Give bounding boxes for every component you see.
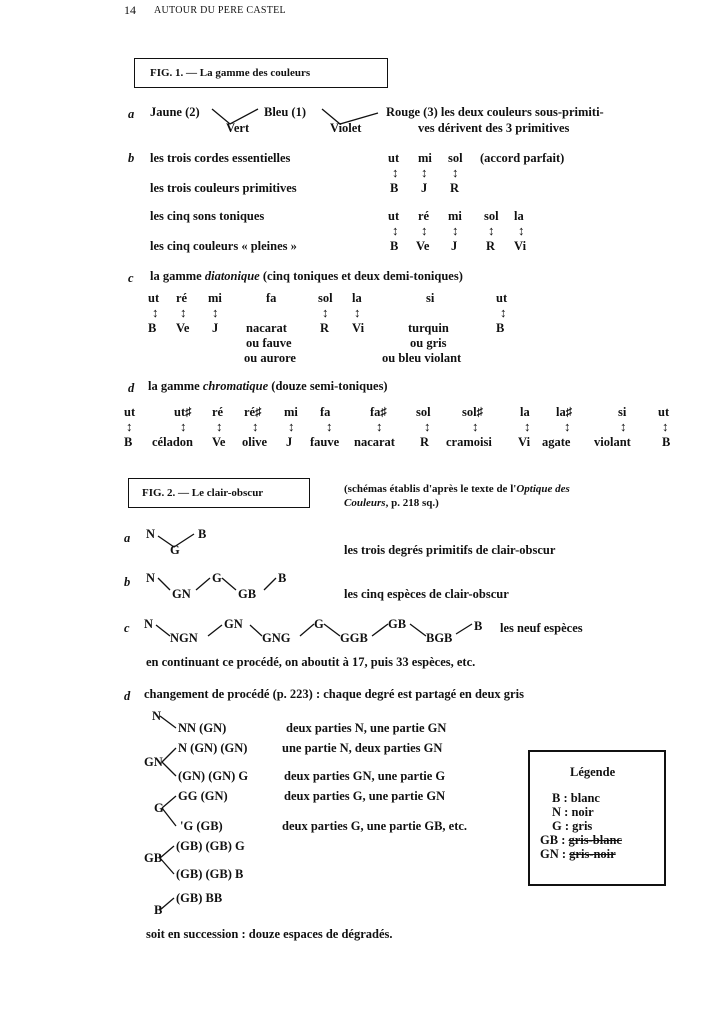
- fig1-d-color: Vi: [518, 435, 531, 449]
- fig2-c-node: GB: [388, 617, 407, 631]
- updown-arrow-icon: ↕: [326, 419, 333, 434]
- fig2-d-gn: GN: [144, 755, 163, 769]
- fig2-c-desc: les neuf espèces: [500, 621, 583, 635]
- fig1-d-color: R: [420, 435, 430, 449]
- fig1-c-fa-alt1: ou fauve: [246, 336, 292, 350]
- updown-arrow-icon: ↕: [354, 305, 361, 320]
- fig2-note-line2: Couleurs, p. 218 sq.): [344, 497, 439, 509]
- fig1-d-color: nacarat: [354, 435, 395, 449]
- fig1-d-note: ut: [658, 405, 670, 419]
- fig1-a-bleu: Bleu (1): [264, 105, 307, 119]
- fig2-d-g1: GG (GN): [178, 789, 228, 803]
- updown-arrow-icon: ↕: [126, 419, 133, 434]
- fig2-d-g2: 'G (GB): [180, 819, 223, 833]
- fig1-c-color: B: [496, 321, 505, 335]
- fig2-d-letter: d: [124, 689, 131, 703]
- fig1-c-color: turquin: [408, 321, 449, 335]
- fig1-d-note: sol: [416, 405, 431, 419]
- fig2-d-gn1-desc: une partie N, deux parties GN: [282, 741, 443, 755]
- fig1-b-row4-label: les cinq couleurs « pleines »: [150, 239, 297, 253]
- updown-arrow-icon: ↕: [216, 419, 223, 434]
- fig1-b-accord: (accord parfait): [480, 151, 565, 165]
- fig1-a-rouge-line2: ves dérivent des 3 primitives: [418, 121, 570, 135]
- fig1-d-note: ré♯: [244, 405, 262, 419]
- fig1-b-color: J: [421, 181, 428, 195]
- fig2-title: FIG. 2. — Le clair-obscur: [142, 487, 264, 499]
- updown-arrow-icon: ↕: [524, 419, 531, 434]
- fig2-d-g2-desc: deux parties G, une partie GB, etc.: [282, 819, 468, 833]
- fig2-b-node: N: [146, 571, 156, 585]
- fig2-c-node: BGB: [426, 631, 453, 645]
- fig1-b-color: J: [451, 239, 458, 253]
- fig1-d-note: sol♯: [462, 405, 483, 419]
- updown-arrow-icon: ↕: [424, 419, 431, 434]
- fig1-c-si-alt2: ou bleu violant: [382, 351, 462, 365]
- fig1-a-jaune: Jaune (2): [150, 105, 200, 119]
- fig1-b-note: ut: [388, 151, 400, 165]
- legend-item: GB : gris-blanc: [540, 833, 622, 847]
- fig1-d-color: céladon: [152, 435, 193, 449]
- fig1-d-note: mi: [284, 405, 298, 419]
- fig1-b-color: B: [390, 181, 399, 195]
- fig1-b-note: la: [514, 209, 524, 223]
- fig2-c-continuation: en continuant ce procédé, on aboutit à 17, puis 33 espèces, etc.: [146, 655, 476, 669]
- fig1-b-note: mi: [418, 151, 432, 165]
- updown-arrow-icon: ↕: [488, 223, 495, 238]
- page-number: 14: [124, 3, 136, 17]
- fig1-c-note: ut: [148, 291, 160, 305]
- fig1-c-color: nacarat: [246, 321, 287, 335]
- updown-arrow-icon: ↕: [500, 305, 507, 320]
- updown-arrow-icon: ↕: [452, 223, 459, 238]
- updown-arrow-icon: ↕: [392, 223, 399, 238]
- fig1-d-note: fa: [320, 405, 331, 419]
- fig2-d-nn: NN (GN): [178, 721, 227, 735]
- updown-arrow-icon: ↕: [564, 419, 571, 434]
- updown-arrow-icon: ↕: [252, 419, 259, 434]
- legend-item: B : blanc: [552, 791, 600, 805]
- updown-arrow-icon: ↕: [421, 223, 428, 238]
- fig2-d-n: N: [152, 709, 162, 723]
- updown-arrow-icon: ↕: [472, 419, 479, 434]
- fig1-d-note: fa♯: [370, 405, 387, 419]
- fig1-b-row2-label: les trois couleurs primitives: [150, 181, 297, 195]
- fig1-d-color: agate: [542, 435, 571, 449]
- fig1-d-color: fauve: [310, 435, 340, 449]
- fig2-c-node: GNG: [262, 631, 291, 645]
- fig1-d-color: J: [286, 435, 293, 449]
- fig1-d-label: la gamme chromatique (douze semi-toniques): [148, 379, 388, 393]
- fig1-d-color: Ve: [212, 435, 226, 449]
- legend-title: Légende: [570, 765, 616, 779]
- fig2-d-gn1: N (GN) (GN): [178, 741, 248, 755]
- fig1-b-note: ré: [418, 209, 430, 223]
- updown-arrow-icon: ↕: [620, 419, 627, 434]
- updown-arrow-icon: ↕: [322, 305, 329, 320]
- fig2-a-letter: a: [124, 531, 131, 545]
- updown-arrow-icon: ↕: [452, 165, 459, 180]
- fig2-b-node: B: [278, 571, 287, 585]
- fig1-d-note: la♯: [556, 405, 572, 419]
- fig1-d-color: olive: [242, 435, 267, 449]
- fig1-b-row3-label: les cinq sons toniques: [150, 209, 265, 223]
- fig2-a-node: G: [170, 543, 180, 557]
- fig1-c-color: B: [148, 321, 157, 335]
- fig1-c-color: J: [212, 321, 219, 335]
- fig1-c-note: fa: [266, 291, 277, 305]
- fig1-d-color: B: [124, 435, 133, 449]
- fig2-d-gb: GB: [144, 851, 163, 865]
- fig2-a-desc: les trois degrés primitifs de clair-obscur: [344, 543, 556, 557]
- updown-arrow-icon: ↕: [288, 419, 295, 434]
- fig1-d-color: B: [662, 435, 671, 449]
- fig1-c-si-alt1: ou gris: [410, 336, 447, 350]
- fig2-b-node: G: [212, 571, 222, 585]
- fig1-b-row1-label: les trois cordes essentielles: [150, 151, 291, 165]
- fig1-b-note: ut: [388, 209, 400, 223]
- fig1-a-vert: Vert: [226, 121, 250, 135]
- fig1-a-letter: a: [128, 107, 135, 121]
- legend-item: GN : gris-noir: [540, 847, 616, 861]
- fig1-b-letter: b: [128, 151, 135, 165]
- updown-arrow-icon: ↕: [180, 305, 187, 320]
- fig1-b-color: R: [486, 239, 496, 253]
- fig2-b-desc: les cinq espèces de clair-obscur: [344, 587, 509, 601]
- updown-arrow-icon: ↕: [392, 165, 399, 180]
- fig2-c-node: G: [314, 617, 324, 631]
- updown-arrow-icon: ↕: [212, 305, 219, 320]
- fig1-c-fa-alt2: ou aurore: [244, 351, 296, 365]
- fig1-b-color: Ve: [416, 239, 430, 253]
- fig2-c-letter: c: [124, 621, 130, 635]
- fig2-b-node: GB: [238, 587, 257, 601]
- legend-item: G : gris: [552, 819, 593, 833]
- legend-item: N : noir: [552, 805, 594, 819]
- fig1-b-note: mi: [448, 209, 462, 223]
- fig2-d-b: B: [154, 903, 163, 917]
- fig1-b-color: B: [390, 239, 399, 253]
- fig1-c-note: ré: [176, 291, 188, 305]
- fig1-d-letter: d: [128, 381, 135, 395]
- fig2-d-gb2: (GB) (GB) B: [176, 867, 244, 881]
- fig1-c-note: la: [352, 291, 362, 305]
- fig1-b-note: sol: [448, 151, 463, 165]
- updown-arrow-icon: ↕: [152, 305, 159, 320]
- fig1-a-violet: Violet: [330, 121, 362, 135]
- fig2-d-heading: changement de procédé (p. 223) : chaque degré est partagé en deux gris: [144, 687, 524, 701]
- fig2-d-g: G: [154, 801, 164, 815]
- fig2-b-node: GN: [172, 587, 191, 601]
- fig1-d-note: ut♯: [174, 405, 192, 419]
- fig2-c-node: GGB: [340, 631, 368, 645]
- fig1-c-note: mi: [208, 291, 222, 305]
- fig1-c-note: ut: [496, 291, 508, 305]
- fig1-c-note: sol: [318, 291, 333, 305]
- updown-arrow-icon: ↕: [421, 165, 428, 180]
- fig2-note-line1: (schémas établis d'après le texte de l'Optique des: [344, 483, 570, 495]
- updown-arrow-icon: ↕: [518, 223, 525, 238]
- running-title: AUTOUR DU PERE CASTEL: [154, 5, 286, 16]
- fig2-d-g1-desc: deux parties G, une partie GN: [284, 789, 446, 803]
- fig2-c-node: N: [144, 617, 154, 631]
- fig1-b-color: Vi: [514, 239, 527, 253]
- fig2-d-gn2-desc: deux parties GN, une partie G: [284, 769, 446, 783]
- fig2-c-node: NGN: [170, 631, 198, 645]
- fig1-d-note: la: [520, 405, 530, 419]
- fig2-c-node: GN: [224, 617, 243, 631]
- fig2-d-nn-desc: deux parties N, une partie GN: [286, 721, 447, 735]
- fig1-c-color: Vi: [352, 321, 365, 335]
- fig1-a-rouge-line1: Rouge (3) les deux couleurs sous-primiti-: [386, 105, 604, 119]
- fig2-a-node: N: [146, 527, 156, 541]
- fig1-c-color: Ve: [176, 321, 190, 335]
- fig1-c-letter: c: [128, 271, 134, 285]
- fig1-c-label: la gamme diatonique (cinq toniques et deux demi-toniques): [150, 269, 463, 283]
- fig1-c-note: si: [426, 291, 435, 305]
- fig1-d-note: ré: [212, 405, 224, 419]
- updown-arrow-icon: ↕: [376, 419, 383, 434]
- fig1-title: FIG. 1. — La gamme des couleurs: [150, 67, 311, 79]
- fig2-d-gn2: (GN) (GN) G: [178, 769, 249, 783]
- fig2-d-conclusion: soit en succession : douze espaces de dégradés.: [146, 927, 393, 941]
- updown-arrow-icon: ↕: [180, 419, 187, 434]
- fig2-b-letter: b: [124, 575, 131, 589]
- updown-arrow-icon: ↕: [662, 419, 669, 434]
- fig1-d-note: ut: [124, 405, 136, 419]
- fig2-d-bb: (GB) BB: [176, 891, 223, 905]
- fig1-d-note: si: [618, 405, 627, 419]
- fig1-b-note: sol: [484, 209, 499, 223]
- fig1-d-color: cramoisi: [446, 435, 492, 449]
- fig1-c-color: R: [320, 321, 330, 335]
- fig2-c-node: B: [474, 619, 483, 633]
- fig1-d-color: violant: [594, 435, 631, 449]
- fig1-b-color: R: [450, 181, 460, 195]
- fig2-a-node: B: [198, 527, 207, 541]
- fig2-d-gb1: (GB) (GB) G: [176, 839, 245, 853]
